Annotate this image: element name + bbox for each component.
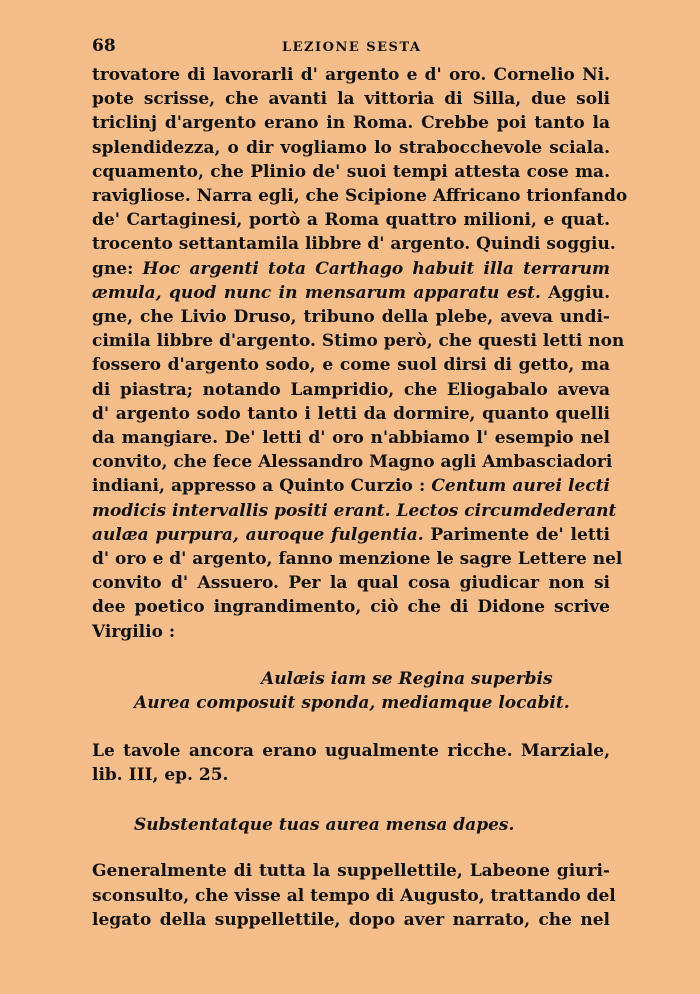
verse-line: Aulæis iam se Regina superbis xyxy=(261,669,553,689)
text-line xyxy=(92,523,610,547)
text-line: dee poetico ingrandimento, ciò che di Didone scrive xyxy=(92,597,610,618)
text-span: Aggiu. xyxy=(540,282,610,303)
text-span: gne: xyxy=(92,258,143,279)
text-line: convito d' Assuero. Per la qual cosa giudicar non si xyxy=(92,573,610,594)
page-header xyxy=(92,36,612,58)
text-span: Parimente de' letti xyxy=(423,524,610,545)
text-line: da mangiare. De' letti d' oro n'abbiamo l' esempio nel xyxy=(92,428,610,448)
text-line: cquamento, che Plinio de' suoi tempi attesta cose ma. xyxy=(92,161,610,182)
text-line: ravigliose. Narra egli, che Scipione Affricano trionfando xyxy=(92,186,628,206)
text-line: fossero d'argento sodo, e come suol dirsi di getto, ma xyxy=(92,355,610,376)
text-line: cimila libbre d'argento. Stimo però, che questi letti non xyxy=(92,331,625,352)
latin-quotation: Hoc argenti tota Carthago habuit illa terrarum xyxy=(142,258,610,279)
text-line: splendidezza, o dir vogliamo lo strabocchevole sciala. xyxy=(92,137,610,158)
text-line: de' Cartaginesi, portò a Roma quattro milioni, e quat. xyxy=(92,210,610,231)
text-line: lib. III, ep. 25. xyxy=(92,765,229,785)
text-line xyxy=(92,474,610,498)
latin-quotation: modicis intervallis positi erant. Lectos circumdederant xyxy=(92,500,617,521)
latin-quotation: Centum aurei lecti xyxy=(431,476,610,497)
latin-quotation: æmula, quod nunc in mensarum apparatu est. xyxy=(92,282,541,303)
text-line: d' argento sodo tanto i letti da dormire, quanto quelli xyxy=(92,403,610,424)
text-line: Le tavole ancora erano ugualmente ricche. Marziale, xyxy=(92,741,610,761)
text-span: indiani, appresso a Quinto Curzio : xyxy=(92,476,432,497)
latin-quotation: aulæa purpura, auroque fulgentia. xyxy=(92,524,424,545)
text-line: trovatore di lavorarli d' argento e d' oro. Cornelio Ni. xyxy=(92,65,610,85)
text-line xyxy=(92,257,610,281)
text-line: gne, che Livio Druso, tribuno della plebe, aveva undi- xyxy=(92,307,610,327)
text-line xyxy=(92,499,617,523)
text-line: di piastra; notando Lampridio, che Eliogabalo aveva xyxy=(92,379,610,400)
page-number: 68 xyxy=(92,36,116,56)
text-line: pote scrisse, che avanti la vittoria di Silla, due soli xyxy=(92,89,610,110)
text-line: Virgilio : xyxy=(92,621,176,642)
text-line: legato della suppellettile, dopo aver narrato, che nel xyxy=(92,910,610,930)
verse-line: Aurea composuit sponda, mediamque locabit. xyxy=(134,693,570,713)
text-line: trocento settantamila libbre d' argento. Quindi soggiu. xyxy=(92,234,616,255)
running-title: LEZIONE SESTA xyxy=(282,40,422,55)
text-line: d' oro e d' argento, fanno menzione le sagre Lettere nel xyxy=(92,549,623,569)
verse-line: Substentatque tuas aurea mensa dapes. xyxy=(134,815,515,835)
text-line: convito, che fece Alessandro Magno agli Ambasciadori xyxy=(92,452,613,473)
text-line xyxy=(92,281,610,305)
text-line: Generalmente di tutta la suppellettile, Labeone giuri- xyxy=(92,861,610,881)
text-line: sconsulto, che visse al tempo di Augusto, trattando del xyxy=(92,885,616,906)
text-line: triclinj d'argento erano in Roma. Crebbe poi tanto la xyxy=(92,113,610,134)
